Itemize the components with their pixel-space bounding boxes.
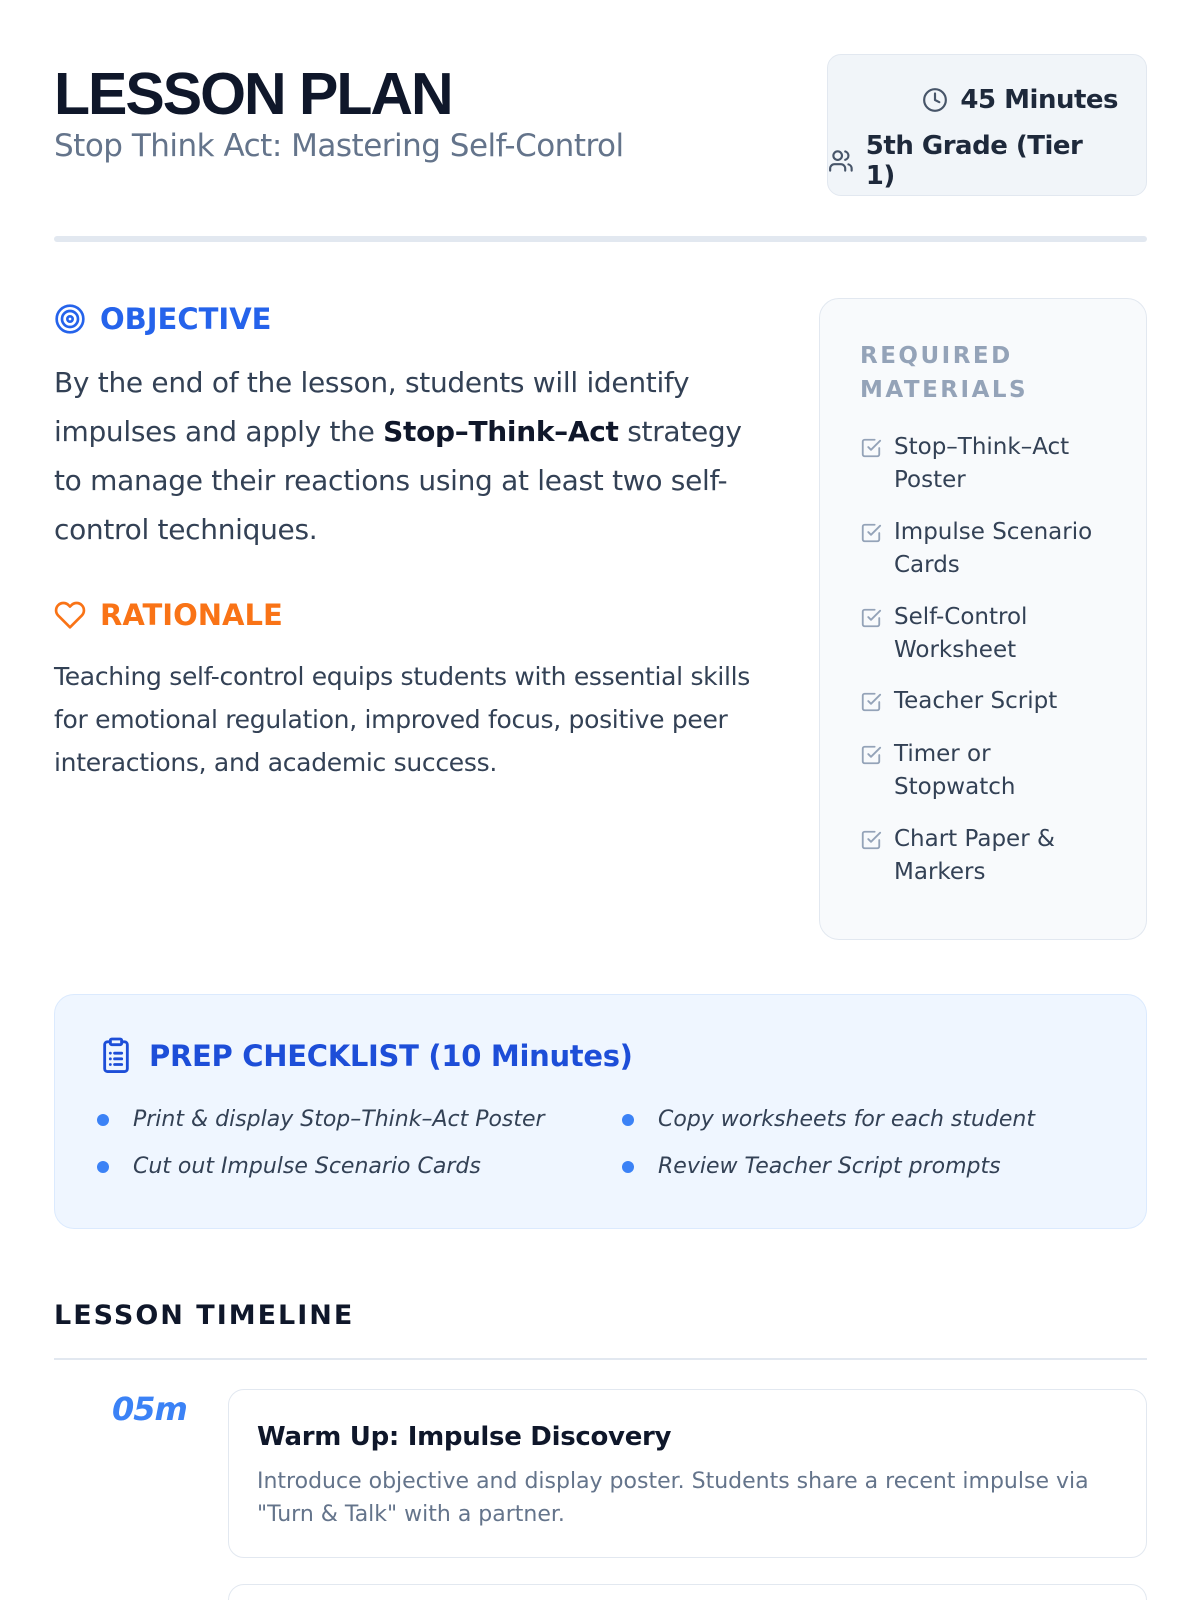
prep-item-label: Cut out Impulse Scenario Cards — [133, 1154, 481, 1179]
objective-heading — [54, 302, 271, 336]
duration-label: 45 Minutes — [960, 85, 1118, 115]
prep-heading-label: PREP CHECKLIST (10 Minutes) — [149, 1039, 633, 1073]
objective-heading-label: OBJECTIVE — [100, 302, 272, 336]
material-label: Impulse Scenario Cards — [894, 519, 1093, 578]
checkbox-icon — [860, 522, 882, 544]
material-item — [860, 431, 1114, 497]
material-item — [860, 823, 1114, 889]
header-divider — [54, 236, 1147, 242]
prep-item — [622, 1154, 1001, 1179]
bullet-dot — [97, 1114, 109, 1126]
prep-heading — [99, 1037, 633, 1075]
header — [54, 54, 1147, 196]
rationale-text: Teaching self-control equips students with essential skills for emotional regulation, improved focus, positive peer interactions, and academic success. — [54, 662, 751, 777]
clipboard-list-icon — [99, 1037, 133, 1075]
page-title: LESSON PLAN — [54, 61, 452, 127]
material-label: Teacher Script — [894, 688, 1058, 714]
prep-item — [622, 1107, 1035, 1132]
bullet-dot — [622, 1161, 634, 1173]
timeline-step-time: 05m — [112, 1390, 187, 1428]
material-label: Chart Paper & Markers — [894, 826, 1055, 885]
material-item — [860, 685, 1114, 718]
objective-text — [54, 358, 774, 554]
material-label: Stop–Think–Act Poster — [894, 434, 1070, 493]
lesson-meta-box — [827, 54, 1147, 196]
checkbox-icon — [860, 437, 882, 459]
prep-item — [97, 1107, 545, 1132]
material-item — [860, 516, 1114, 582]
timeline-divider — [54, 1358, 1147, 1360]
objective-text-after: strategy to manage their reactions using at least two self-control techniques. — [54, 415, 742, 546]
checkbox-icon — [860, 691, 882, 713]
page-subtitle: Stop Think Act: Mastering Self-Control — [54, 128, 624, 164]
prep-item-label: Review Teacher Script prompts — [658, 1154, 1001, 1179]
checkbox-icon — [860, 744, 882, 766]
prep-item-label: Print & display Stop–Think–Act Poster — [133, 1107, 545, 1132]
users-icon — [828, 148, 854, 174]
timeline-step-card — [228, 1389, 1147, 1558]
materials-heading: REQUIRED MATERIALS — [860, 343, 1029, 403]
material-item — [860, 738, 1114, 804]
timeline-step-title: Warm Up: Impulse Discovery — [257, 1422, 672, 1452]
timeline-heading: LESSON TIMELINE — [54, 1300, 355, 1331]
checkbox-icon — [860, 829, 882, 851]
checkbox-icon — [860, 607, 882, 629]
clock-icon — [922, 87, 948, 113]
prep-item — [97, 1154, 481, 1179]
timeline-step-card-partial — [228, 1584, 1147, 1600]
rationale-heading — [54, 598, 283, 632]
objective-strategy-name: Stop–Think–Act — [383, 415, 619, 448]
grade-row — [828, 131, 1118, 191]
target-icon — [54, 303, 86, 335]
material-label: Self-Control Worksheet — [894, 604, 1028, 663]
timeline-step-description: Introduce objective and display poster. Students share a recent impulse via "Turn & Talk" with a partner. — [257, 1469, 1089, 1527]
grade-label: 5th Grade (Tier 1) — [865, 131, 1083, 191]
prep-checklist — [54, 994, 1147, 1229]
duration-row — [922, 85, 1118, 115]
bullet-dot — [97, 1161, 109, 1173]
rationale-heading-label: RATIONALE — [100, 598, 283, 632]
material-label: Timer or Stopwatch — [894, 741, 1016, 800]
heart-icon — [54, 599, 86, 631]
material-item — [860, 601, 1114, 667]
prep-item-label: Copy worksheets for each student — [658, 1107, 1035, 1132]
required-materials-panel — [819, 298, 1147, 940]
bullet-dot — [622, 1114, 634, 1126]
objective-text-before: By the end of the lesson, students will identify impulses and apply the — [54, 366, 690, 448]
